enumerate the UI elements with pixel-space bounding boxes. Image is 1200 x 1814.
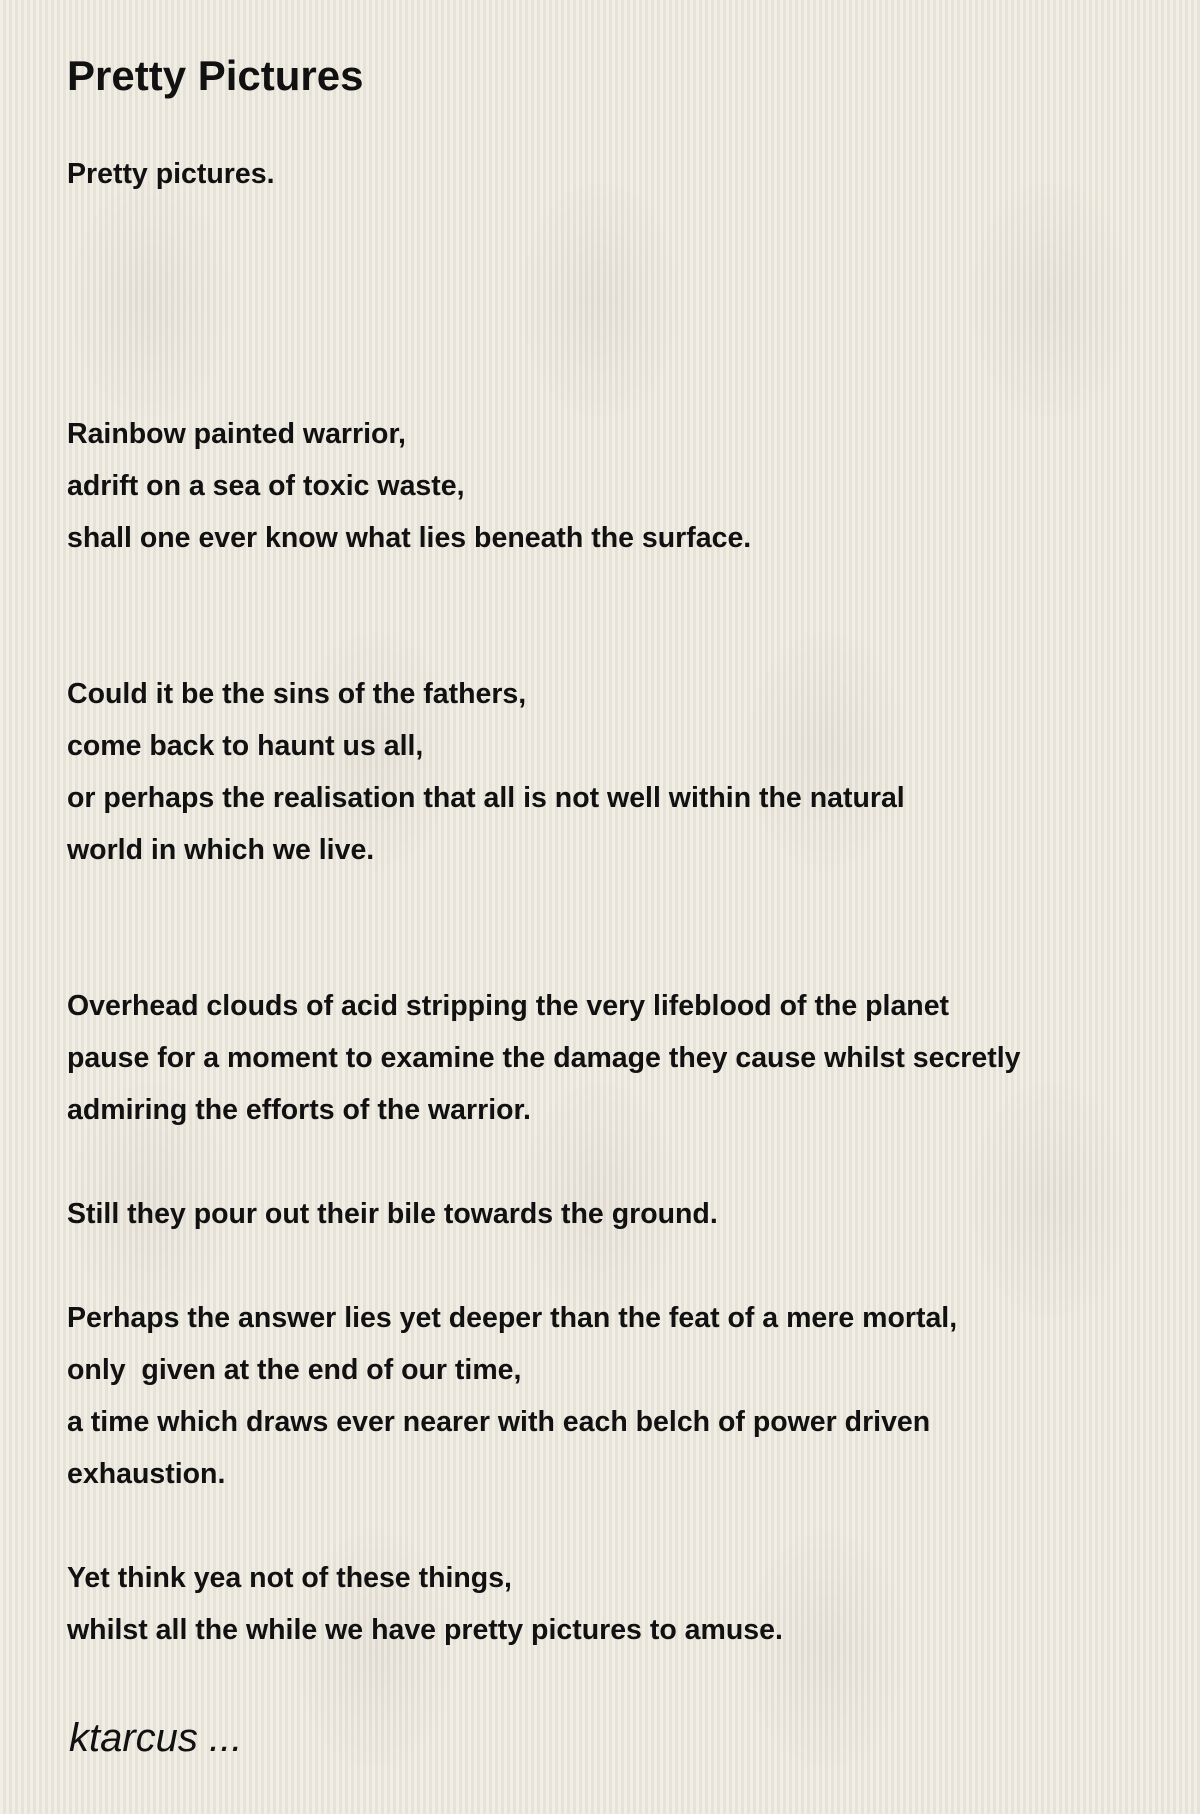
stanza-2: [67, 408, 751, 564]
poem-line: Could it be the sins of the fathers,: [67, 678, 527, 710]
poem-line: whilst all the while we have pretty pictures to amuse.: [67, 1614, 783, 1646]
poem-line: Perhaps the answer lies yet deeper than the feat of a mere mortal,: [67, 1302, 958, 1334]
poem-line: world in which we live.: [67, 834, 375, 866]
stanza-7: [67, 1552, 783, 1656]
stanza-3: [67, 668, 905, 876]
poem-line: Overhead clouds of acid stripping the very lifeblood of the planet: [67, 990, 950, 1022]
poem-line: or perhaps the realisation that all is not well within the natural: [67, 782, 905, 814]
poem-line: only given at the end of our time,: [67, 1354, 522, 1386]
poem-line: come back to haunt us all,: [67, 730, 424, 762]
poem-line: Yet think yea not of these things,: [67, 1562, 512, 1594]
poem-line: adrift on a sea of toxic waste,: [67, 470, 465, 502]
stanza-4: [67, 980, 1021, 1136]
poem-line: exhaustion.: [67, 1458, 226, 1490]
poem-title: Pretty Pictures: [67, 52, 364, 99]
poem-line: a time which draws ever nearer with each belch of power driven: [67, 1406, 931, 1438]
poem-author: ktarcus ...: [69, 1716, 243, 1760]
stanza-1: [67, 148, 275, 200]
poem-line: admiring the efforts of the warrior.: [67, 1094, 531, 1126]
stanza-5: [67, 1188, 718, 1240]
poem-line: Still they pour out their bile towards the ground.: [67, 1198, 718, 1230]
poem-line: shall one ever know what lies beneath the surface.: [67, 522, 752, 554]
stanza-6: [67, 1292, 957, 1500]
poem-line: Pretty pictures.: [67, 158, 275, 190]
poem-line: pause for a moment to examine the damage they cause whilst secretly: [67, 1042, 1021, 1074]
poem-line: Rainbow painted warrior,: [67, 418, 406, 450]
